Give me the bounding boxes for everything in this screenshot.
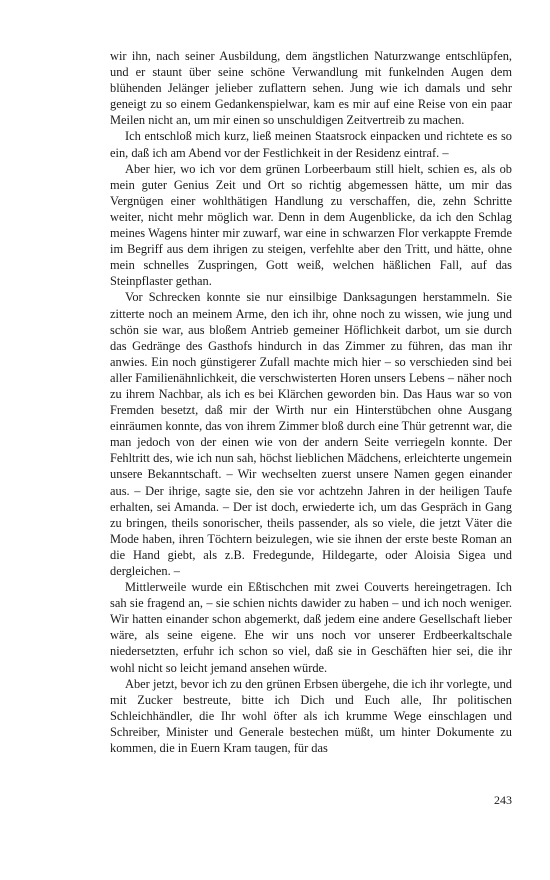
paragraph-1: wir ihn, nach seiner Ausbildung, dem ängstlichen Naturzwange entschlüpfen, und er staunt über seine schöne Verwandlung mit funkelnden Augen dem blühenden Jelänger jelieber zuflattern sehen. Jung wie ich damals und sehr geneigt zu so einem Gedankenspielwar, kam es mir auf eine Reise von ein paar Meilen nicht an, um mir einen so unschuldigen Zeitvertreib zu machen. (110, 49, 512, 128)
page-body (110, 48, 512, 756)
paragraph-4: Vor Schrecken konnte sie nur einsilbige Danksagungen herstammeln. Sie zitterte noch an meinem Arme, den ich ihr, ohne noch zu wissen, wie jung und schön sie war, aus bloßem Antrieb gemeiner Höflichkeit darbot, um sie durch das Gedränge des Gasthofs hindurch in das Zimmer zu führen, das man ihr anwies. Ein noch günstigerer Zufall machte mich hier – so verschieden sind bei aller Familienähnlichkeit, die verschwisterten Horen unsers Lebens – näher noch zu ihrem Nachbar, als ich es bei Klärchen geworden bin. Das Haus war so von Fremden besetzt, daß mir der Wirth nur ein Hinterstübchen ohne Ausgang einräumen konnte, das von ihrem Zimmer bloß durch eine Thür getrennt war, die man jedoch von der einen wie von der andern Seite verriegeln konnte. Der Fehltritt des, wie ich nun sah, höchst lieblichen Mädchens, erleichterte ungemein unsere Bekanntschaft. – Wir wechselten zuerst unsere Namen gegen einander aus. – Der ihrige, sagte sie, den sie vor achtzehn Jahren in der heiligen Taufe erhalten, sei Amanda. – Der ist doch, erwiederte ich, um das Gespräch in Gang zu bringen, theils sonorischer, theils passender, als so viele, die jetzt Väter die Mode haben, ihren Töchtern beizulegen, wie sie ihnen der erste beste Roman an die Hand giebt, als z.B. Fredegunde, Hildegarte, oder Aloisia Sigea und dergleichen. – (110, 290, 512, 578)
page-number: 243 (494, 793, 512, 807)
paragraph-5: Mittlerweile wurde ein Eßtischchen mit zwei Couverts hereingetragen. Ich sah sie fragend an, – sie schien nichts dawider zu haben – und ich noch weniger. Wir hatten einander schon abgemerkt, daß jedem eine andere Gesellschaft lieber wäre, als seine eigene. Ehe wir uns noch vor unserer Erdbeerkaltschale niedersetzten, erfuhr ich schon so viel, daß sie in Geschäften hier sei, die ihr wohl nicht so leicht jemand ansehen würde. (110, 580, 512, 675)
paragraph-2: Ich entschloß mich kurz, ließ meinen Staatsrock einpacken und richtete es so ein, daß ich am Abend vor der Festlichkeit in der Residenz eintraf. – (110, 129, 512, 160)
paragraph-3: Aber hier, wo ich vor dem grünen Lorbeerbaum still hielt, schien es, als ob mein guter Genius Zeit und Ort so richtig abgemessen hätte, um mir das Vergnügen einer wohlthätigen Handlung zu verschaffen, die, zehn Schritte weiter, nicht mehr möglich war. Denn in dem Augenblicke, da ich den Schlag meines Wagens hinter mir zuwarf, war eine in schwarzen Flor verkappte Fremde im Begriff aus dem ihrigen zu steigen, verfehlte aber den Tritt, und hätte, ohne mein schnelles Zuspringen, Gott weiß, welchen häßlichen Fall, auf das Steinpflaster gethan. (110, 161, 512, 289)
paragraph-6: Aber jetzt, bevor ich zu den grünen Erbsen übergehe, die ich ihr vorlegte, und mit Zucker bestreute, bitte ich Dich und Euch alle, Ihr politischen Schleichhändler, die Ihr wohl öfter als ich krumme Wege einschlagen und Schreiber, Minister und Generale bestechen müßt, um hinter Dokumente zu kommen, die in Euern Kram taugen, für das (110, 676, 512, 756)
